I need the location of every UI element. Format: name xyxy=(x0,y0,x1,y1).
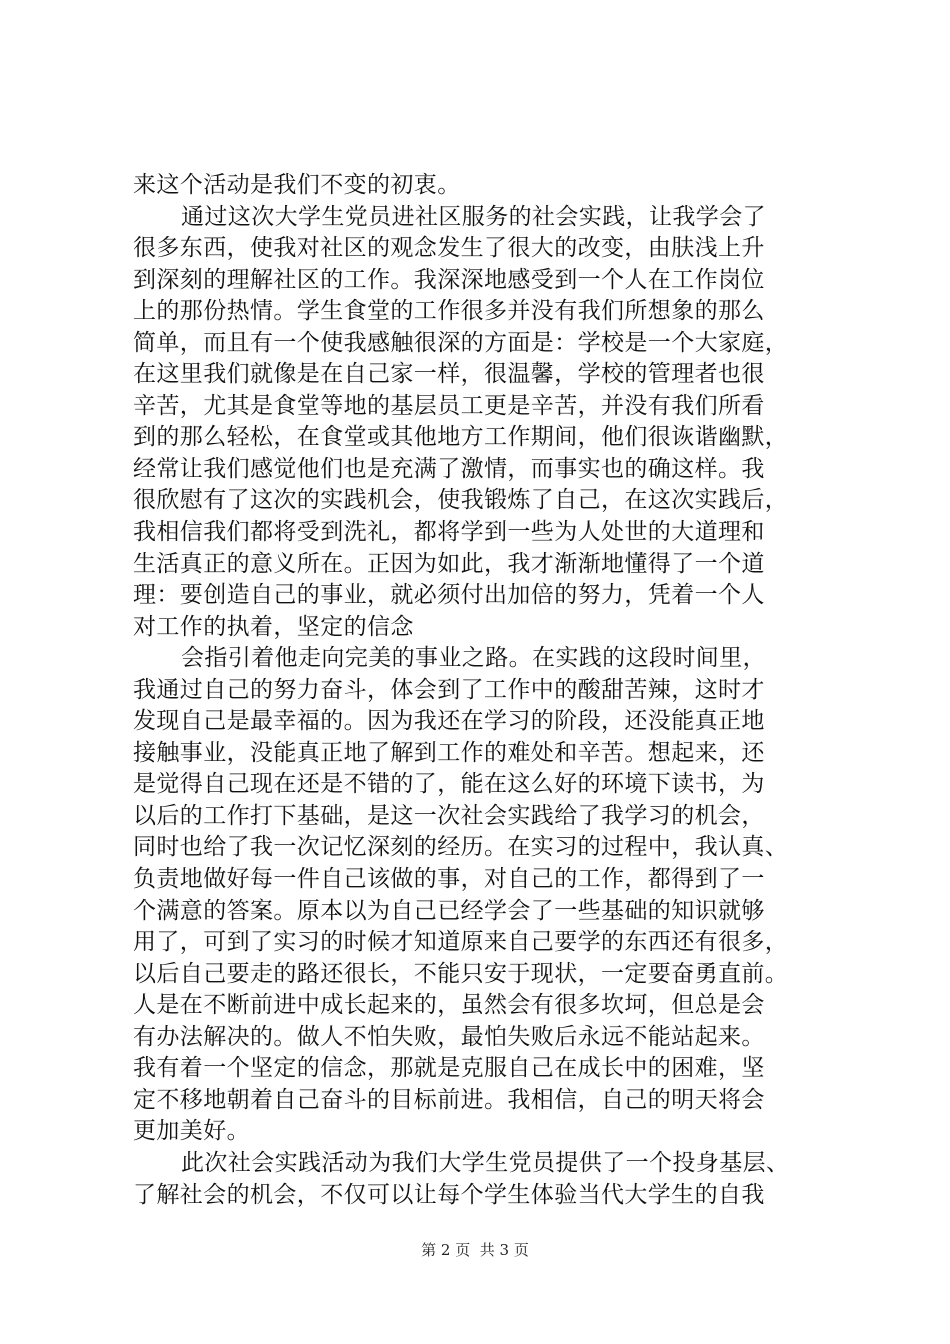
text-line: 人是在不断前进中成长起来的，虽然会有很多坎坷，但总是会 xyxy=(133,992,765,1019)
text-line: 很多东西，使我对社区的观念发生了很大的改变，由肤浅上升 xyxy=(133,235,765,262)
text-line: 个满意的答案。原本以为自己已经学会了一些基础的知识就够 xyxy=(133,897,765,924)
text-line: 对工作的执着，坚定的信念 xyxy=(133,613,414,640)
text-line: 更加美好。 xyxy=(133,1118,250,1145)
text-line: 辛苦，尤其是食堂等地的基层员工更是辛苦，并没有我们所看 xyxy=(133,392,765,419)
text-line: 以后的工作打下基础，是这一次社会实践给了我学习的机会， xyxy=(133,802,765,829)
text-line: 以后自己要走的路还很长，不能只安于现状，一定要奋勇直前。 xyxy=(133,960,789,987)
text-line: 上的那份热情。学生食堂的工作很多并没有我们所想象的那么 xyxy=(133,298,765,325)
text-line: 理：要创造自己的事业，就必须付出加倍的努力，凭着一个人 xyxy=(133,582,765,609)
text-line: 很欣慰有了这次的实践机会，使我锻炼了自己，在这次实践后， xyxy=(133,487,789,514)
text-line: 到的那么轻松，在食堂或其他地方工作期间，他们很诙谐幽默， xyxy=(133,424,789,451)
text-line: 我有着一个坚定的信念，那就是克服自己在成长中的困难，坚 xyxy=(133,1055,765,1082)
text-line: 定不移地朝着自己奋斗的目标前进。我相信，自己的明天将会 xyxy=(133,1086,765,1113)
text-line: 我通过自己的努力奋斗，体会到了工作中的酸甜苦辣，这时才 xyxy=(133,676,765,703)
body-text xyxy=(133,170,823,1211)
text-line: 到深刻的理解社区的工作。我深深地感受到一个人在工作岗位 xyxy=(133,266,765,293)
page-footer: 第 2 页 共 3 页 xyxy=(421,1241,529,1259)
text-line: 生活真正的意义所在。正因为如此，我才渐渐地懂得了一个道 xyxy=(133,550,765,577)
text-line: 负责地做好每一件自己该做的事，对自己的工作，都得到了一 xyxy=(133,866,765,893)
text-line: 我相信我们都将受到洗礼，都将学到一些为人处世的大道理和 xyxy=(133,519,765,546)
text-line: 会指引着他走向完美的事业之路。在实践的这段时间里， xyxy=(181,645,766,672)
text-line: 是觉得自己现在还是不错的了，能在这么好的环境下读书，为 xyxy=(133,771,765,798)
text-line: 发现自己是最幸福的。因为我还在学习的阶段，还没能真正地 xyxy=(133,708,765,735)
text-line: 有办法解决的。做人不怕失败，最怕失败后永远不能站起来。 xyxy=(133,1023,765,1050)
text-line: 简单，而且有一个使我感触很深的方面是：学校是一个大家庭， xyxy=(133,329,789,356)
text-line: 接触事业，没能真正地了解到工作的难处和辛苦。想起来，还 xyxy=(133,739,765,766)
text-line: 在这里我们就像是在自己家一样，很温馨，学校的管理者也很 xyxy=(133,361,765,388)
text-line: 通过这次大学生党员进社区服务的社会实践，让我学会了 xyxy=(181,203,766,230)
text-line: 了解社会的机会，不仅可以让每个学生体验当代大学生的自我 xyxy=(133,1181,765,1208)
text-line: 同时也给了我一次记忆深刻的经历。在实习的过程中，我认真、 xyxy=(133,834,789,861)
text-line: 经常让我们感觉他们也是充满了激情，而事实也的确这样。我 xyxy=(133,455,765,482)
text-line: 来这个活动是我们不变的初衷。 xyxy=(133,172,461,198)
text-line: 此次社会实践活动为我们大学生党员提供了一个投身基层、 xyxy=(181,1149,790,1176)
text-line: 用了，可到了实习的时候才知道原来自己要学的东西还有很多， xyxy=(133,929,789,956)
